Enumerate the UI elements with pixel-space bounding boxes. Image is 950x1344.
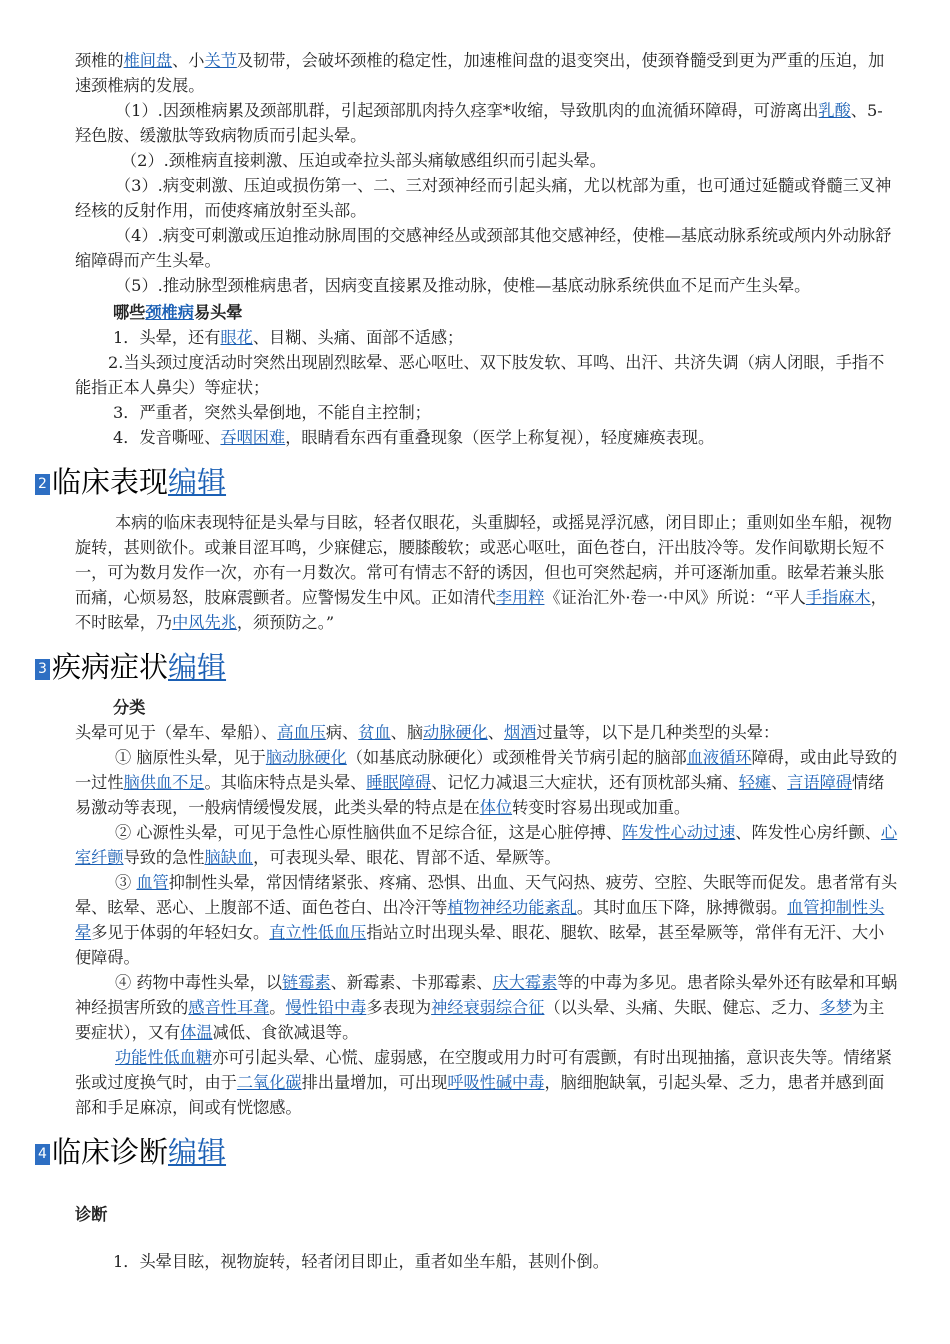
- text: ，不时眩晕，乃: [75, 588, 887, 632]
- text: 易头晕: [193, 303, 243, 322]
- text: 哪些: [113, 303, 146, 322]
- link-hypertension[interactable]: 高血压: [277, 723, 326, 742]
- intro-paragraph-1: [75, 48, 898, 98]
- link-carbon-dioxide[interactable]: 二氧化碳: [236, 1073, 302, 1092]
- diagnosis-item-1: 1．头晕目眩，视物旋转，轻者闭目即止，重者如坐车船，甚则仆倒。: [113, 1252, 609, 1271]
- symptoms-paragraph-0: [75, 720, 898, 745]
- intro-paragraph-3: （2）.颈椎病直接刺激、压迫或牵拉头部头痛敏感组织而引起头晕。: [121, 151, 606, 170]
- text: 障碍，或由此导致的一过性: [75, 748, 898, 792]
- section-title: 临床诊断: [52, 1135, 169, 1169]
- which-item-1: [75, 325, 898, 350]
- link-lactic-acid[interactable]: 乳酸: [818, 101, 851, 120]
- text: 。其时血压下降，脉搏微弱。: [576, 898, 788, 917]
- text: （以头晕、头痛、失眠、健忘、乏力、: [544, 998, 820, 1017]
- link-streptomycin[interactable]: 链霉素: [282, 973, 331, 992]
- diagnosis-heading: 诊断: [75, 1205, 108, 1224]
- text: ，脑细胞缺氧，引起头晕、乏力，患者并感到面部和手足麻凉，间或有恍惚感。: [75, 1073, 885, 1117]
- symptoms-paragraph-5: [75, 1045, 898, 1120]
- text: 、: [487, 723, 504, 742]
- text: 1．头晕，还有: [113, 328, 221, 347]
- section-number-badge: 3: [35, 659, 50, 680]
- link-body-temperature[interactable]: 体温: [180, 1023, 213, 1042]
- intro-paragraph-2: [75, 98, 898, 148]
- text: 、记忆力减退三大症状，还有顶枕部头痛、: [431, 773, 739, 792]
- text: 、脑: [390, 723, 424, 742]
- text: 4．发音嘶哑、: [113, 428, 221, 447]
- text: 多表现为: [366, 998, 432, 1017]
- link-vasodepressor-dizziness[interactable]: 血管抑制性头晕: [75, 898, 885, 942]
- which-heading: [75, 300, 898, 325]
- link-arteriosclerosis[interactable]: 动脉硬化: [423, 723, 488, 742]
- link-sleep-disorder[interactable]: 睡眠障碍: [366, 773, 432, 792]
- link-blood-vessel[interactable]: 血管: [136, 873, 169, 892]
- link-paroxysmal-tachycardia[interactable]: 阵发性心动过速: [621, 823, 736, 842]
- text: 指站立时出现头晕、眼花、腿软、眩晕，甚至晕厥等，常伴有无汗、大小便障碍。: [75, 923, 885, 967]
- text: ④ 药物中毒性头晕，以: [115, 973, 283, 992]
- edit-link[interactable]: 编辑: [168, 650, 227, 684]
- link-dreaminess[interactable]: 多梦: [819, 998, 852, 1017]
- text: 颈椎的: [75, 51, 124, 70]
- symptoms-paragraph-4: [75, 970, 898, 1045]
- clinical-paragraph: [75, 510, 898, 635]
- link-anemia[interactable]: 贫血: [358, 723, 391, 742]
- link-cervical-spondylosis[interactable]: 颈椎病: [145, 303, 194, 322]
- spacer: [75, 1180, 898, 1202]
- text: 本病的临床表现特征是头晕与目眩，轻者仅眼花，头重脚轻，或摇晃浮沉感，闭目即止；重则如坐车船，视物旋转，甚则欲仆。或兼目涩耳鸣，少寐健忘，腰膝酸软；或恶心呕吐，面色苍白，汗出肢冷等。发作间歇期长短不一，可为数月发作一次，亦有一月数次。常可有情志不舒的诱因，但也可突然起病，并可逐渐加重。眩晕若兼头胀而痛，心烦易怒，肢麻震颤者。应警惕发生中风。正如清代: [75, 513, 892, 607]
- link-respiratory-alkalosis[interactable]: 呼吸性碱中毒: [447, 1073, 545, 1092]
- intro-paragraph-6: （5）.推动脉型颈椎病患者，因病变直接累及推动脉，使椎—基底动脉系统供血不足而产生头晕。: [115, 276, 811, 295]
- link-paresis[interactable]: 轻瘫: [738, 773, 772, 792]
- link-blood-circulation[interactable]: 血液循环: [686, 748, 752, 767]
- text: 转变时容易出现或加重。: [512, 798, 691, 817]
- section-number-badge: 4: [35, 1144, 50, 1165]
- which-item-3: 3．严重者，突然头晕倒地，不能自主控制；: [113, 403, 431, 422]
- text: ③: [115, 873, 137, 892]
- text: 病、: [325, 723, 359, 742]
- link-intervertebral-disc[interactable]: 椎间盘: [123, 51, 173, 70]
- edit-link[interactable]: 编辑: [168, 465, 227, 499]
- section-heading-clinical-manifestation: [35, 462, 898, 502]
- link-li-yongcui[interactable]: 李用粹: [495, 588, 545, 607]
- section-heading-diagnosis: [35, 1132, 898, 1172]
- which-item-2: 2.当头颈过度活动时突然出现剧烈眩晕、恶心呕吐、双下肢发软、耳鸣、出汗、共济失调（病人闭眼，手指不能指正本人鼻尖）等症状；: [75, 353, 885, 397]
- intro-paragraph-4: （3）.病变刺激、压迫或损伤第一、二、三对颈神经而引起头痛，尤以枕部为重，也可通过延髓或脊髓三叉神经核的反射作用，而使疼痛放射至头部。: [75, 176, 892, 220]
- text: 过量等，以下是几种类型的头晕：: [536, 723, 780, 742]
- text: 多见于体弱的年轻妇女。: [91, 923, 270, 942]
- text: ，可表现头晕、眼花、胃部不适、晕厥等。: [253, 848, 561, 867]
- symptoms-paragraph-2: [75, 820, 898, 870]
- text: 导致的急性: [123, 848, 205, 867]
- link-orthostatic-hypotension[interactable]: 直立性低血压: [269, 923, 367, 942]
- text: 。其临床特点是头晕、: [204, 773, 367, 792]
- symptoms-paragraph-3: [75, 870, 898, 970]
- text: 减低、食欲减退等。: [212, 1023, 359, 1042]
- text: 排出量增加，可出现: [301, 1073, 448, 1092]
- link-joint[interactable]: 关节: [204, 51, 237, 70]
- section-heading-symptoms: [35, 647, 898, 687]
- link-ventricular-fibrillation[interactable]: 心室纤颤: [75, 823, 898, 867]
- symptoms-paragraph-1: [75, 745, 898, 820]
- text: 、小: [172, 51, 205, 70]
- text: 亦可引起头晕、心慌、虚弱感，在空腹或用力时可有震颤，有时出现抽搐，意识丧失等。情绪紧张或过度换气时，由于: [75, 1048, 892, 1092]
- link-gentamicin[interactable]: 庆大霉素: [492, 973, 558, 992]
- text: 、目糊、头痛、面部不适感；: [252, 328, 464, 347]
- link-blurred-vision[interactable]: 眼花: [220, 328, 253, 347]
- text: 、: [771, 773, 788, 792]
- section-title: 疾病症状: [52, 650, 169, 684]
- text: ① 脑原性头晕，见于: [115, 748, 266, 767]
- text: 抑制性头晕，常因情绪紧张、疼痛、恐惧、出血、天气闷热、疲劳、空腔、失眠等而促发。患者常有头晕、眩晕、恶心、上腹部不适、面色苍白、出冷汗等: [75, 873, 898, 917]
- text: （1）.因颈椎病累及颈部肌群，引起颈部肌肉持久痉挛*收缩，导致肌肉的血流循环障碍，可游离出: [115, 101, 819, 120]
- link-sensorineural-deafness[interactable]: 感音性耳聋: [188, 998, 270, 1017]
- which-item-4: [75, 425, 898, 450]
- link-finger-numbness[interactable]: 手指麻木: [805, 588, 871, 607]
- intro-paragraph-5: （4）.病变可刺激或压迫推动脉周围的交感神经丛或颈部其他交感神经，使椎—基底动脉系统或颅内外动脉舒缩障碍而产生头晕。: [75, 226, 892, 270]
- edit-link[interactable]: 编辑: [168, 1135, 227, 1169]
- link-stroke-aura[interactable]: 中风先兆: [172, 613, 237, 632]
- text: 情绪易激动等表现，一般病情缓慢发展，此类头晕的特点是在: [75, 773, 885, 817]
- section-number-badge: 2: [35, 474, 50, 495]
- link-speech-disorder[interactable]: 言语障碍: [787, 773, 852, 792]
- link-chronic-lead-poisoning[interactable]: 慢性铅中毒: [285, 998, 367, 1017]
- text: 《证治汇外·卷一·中风》所说：“平人: [544, 588, 806, 607]
- text: ，眼睛看东西有重叠现象（医学上称复视），轻度瘫痪表现。: [285, 428, 715, 447]
- link-functional-hypoglycemia[interactable]: 功能性低血糖: [115, 1048, 213, 1067]
- text: ② 心源性头晕，可见于急性心原性脑供血不足综合征，这是心脏停搏、: [115, 823, 622, 842]
- text: 。: [269, 998, 286, 1017]
- spacer: [75, 1227, 898, 1249]
- link-dysphagia[interactable]: 吞咽困难: [220, 428, 286, 447]
- classification-heading: 分类: [113, 698, 146, 717]
- text: （如基底动脉硬化）或颈椎骨关节病引起的脑部: [346, 748, 687, 767]
- link-tobacco-alcohol[interactable]: 烟酒: [503, 723, 537, 742]
- text: ，须预防之。”: [236, 613, 335, 632]
- text: 为主要症状），又有: [75, 998, 885, 1042]
- link-cerebral-insufficiency[interactable]: 脑供血不足: [123, 773, 205, 792]
- link-body-position[interactable]: 体位: [479, 798, 513, 817]
- text: 等的中毒为多见。患者除头晕外还有眩晕和耳蜗神经损害所致的: [75, 973, 898, 1017]
- text: 、新霉素、卡那霉素、: [330, 973, 493, 992]
- link-neurasthenia[interactable]: 神经衰弱综合征: [431, 998, 545, 1017]
- text: 、5-羟色胺、缓激肽等致病物质而引起头晕。: [75, 101, 883, 145]
- link-autonomic-dysfunction[interactable]: 植物神经功能紊乱: [447, 898, 577, 917]
- text: 及韧带，会破坏颈椎的稳定性，加速椎间盘的退变突出，使颈脊髓受到更为严重的压迫，加速颈椎病的发展。: [75, 51, 885, 95]
- text: 、阵发性心房纤颤、: [735, 823, 881, 842]
- text: 头晕可见于（晕车、晕船）、: [75, 723, 278, 742]
- section-title: 临床表现: [52, 465, 169, 499]
- link-cerebral-ischemia[interactable]: 脑缺血: [204, 848, 254, 867]
- link-cerebral-arteriosclerosis[interactable]: 脑动脉硬化: [265, 748, 347, 767]
